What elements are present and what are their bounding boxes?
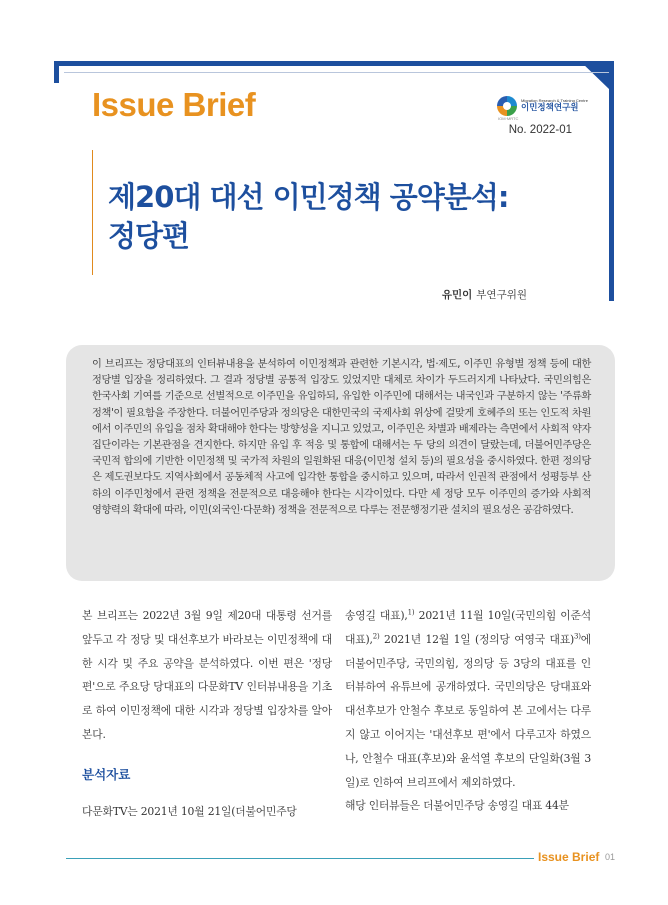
- page-title: [108, 178, 508, 256]
- footer-rule: [66, 858, 534, 859]
- body-right-text-4: 에 더불어민주당, 국민의힘, 정의당 등 3당의 대표를 인터뷰하여 유튜브에 공개하였다. 국민의당은 당대표와 대선후보가 안철수 후보로 동일하여 본 고에서는 다루지 않고 이어지는 '대선후보 편'에서 다루고자 하였으나, 안철수 대표(후보)와 윤석열 후보의 단일화(3월 3일)로 인하여 브리프에서 제외하였다.: [345, 632, 591, 789]
- logo-subtext: IOM·MRTC: [498, 116, 519, 121]
- header-frame-left: [54, 61, 59, 83]
- header-frame-right: [609, 61, 614, 301]
- body-right-column: [345, 604, 591, 818]
- page-number: 01: [605, 852, 616, 862]
- body-left-paragraph-2: 다문화TV는 2021년 10월 21일(더불어민주당: [82, 805, 297, 818]
- footnote-ref-3[interactable]: 3): [573, 632, 581, 641]
- title-line-1: 제20대 대선 이민정책 공약분석:: [108, 180, 509, 214]
- abstract-text: 이 브리프는 정당대표의 인터뷰내용을 분석하여 이민정책과 관련한 기본시각, 법·제도, 이주민 유형별 정책 등에 대한 정당별 입장을 정리하였다. 그 결과 정당별 공통적 입장도 있었지만 대체로 차이가 두드러지게 나타났다. 국민의힘은 한국사회 기여를 기준으로 선별적으로 이주민을 유입하되, 유입한 이주민에 대해서는 내국인과 구분하지 않는 '주류화정책'이 필요함을 주장한다. 더불어민주당과 정의당은 대한민국의 국제사회 위상에 걸맞게 호혜주의 또는 인도적 차원에서 이주민의 유입을 점차 확대해야 한다는 방향성을 지니고 있었고, 이주민은 차별과 배제라는 측면에서 사회적 약자집단이라는 기본관점을 견지한다. 하지만 유입 후 적응 및 통합에 대해서는 두 당의 의견이 달랐는데, 더불어민주당은 국민적 합의에 기반한 이민정책 및 국가적 차원의 일원화된 대응(이민청 설치 등)의 필요성을 중시하였다. 한편 정의당은 제도권보다도 지역사회에서 공동체적 사고에 입각한 통합을 중시하고 있으며, 따라서 인권적 관점에서 성평등부 산하의 이주민청에서 관련 정책을 전문적으로 대응해야 한다는 시각이었다. 다만 세 정당 모두 이주민의 증가와 사회적 영향력의 확대에 따라, 이민(외국인·다문화) 정책을 전문적으로 다루는 전문행정기관 설치의 필요성은 공감하였다.: [92, 359, 591, 516]
- body-right-text-3: 2021년 12월 1일 (정의당 여영국 대표): [379, 632, 574, 646]
- header-frame-top: [54, 61, 614, 66]
- footer-brand: Issue Brief: [538, 850, 600, 864]
- body-right-text-2: 2021년 11월 10일(국민의힘 이준석 대표),: [345, 609, 592, 646]
- author-role: 부연구위원: [476, 289, 527, 301]
- title-accent-line: [92, 150, 93, 275]
- issue-number: No. 2022-01: [508, 124, 572, 136]
- title-line-2: 정당편: [108, 219, 190, 253]
- header-corner: [580, 61, 609, 89]
- body-left-paragraph: 본 브리프는 2022년 3월 9일 제20대 대통령 선거를 앞두고 각 정당 및 대선후보가 바라보는 이민정책에 대한 시각 및 주요 공약을 분석하였다. 이번 편은 '정당편'으로 주요당 당대표의 다문화TV 인터뷰내용을 기초로 하여 이민정책에 대한 시각과 정당별 입장차를 알아본다.: [82, 609, 332, 741]
- body-right-text-1: 송영길 대표),: [345, 609, 408, 622]
- footnote-ref-2[interactable]: 2): [372, 632, 380, 641]
- section-heading: 분석자료: [82, 767, 131, 782]
- logo-english-name: Migration Research & Training Centre: [521, 98, 588, 104]
- footnote-ref-1[interactable]: 1): [407, 608, 415, 617]
- logo-korean-name: 이민정책연구원: [521, 103, 579, 114]
- author-name: 유민이: [441, 289, 473, 301]
- logo-globe-icon: [497, 96, 517, 116]
- body-right-paragraph-2: 해당 인터뷰들은 더불어민주당 송영길 대표 44분: [345, 799, 569, 813]
- abstract-box: [66, 345, 615, 581]
- institute-logo: [497, 94, 597, 118]
- brand-title: Issue Brief: [92, 86, 256, 123]
- header-hairline: [64, 72, 609, 73]
- author-byline: [442, 287, 527, 302]
